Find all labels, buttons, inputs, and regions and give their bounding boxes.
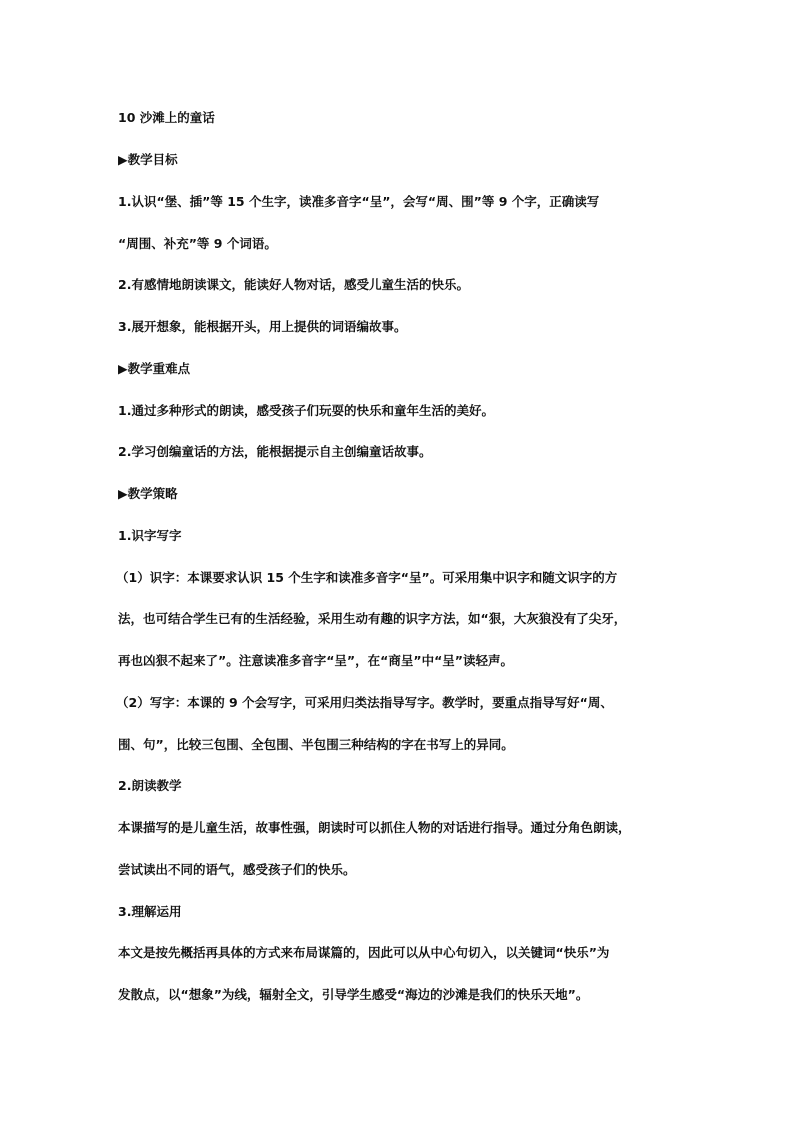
objective-2: 2.有感情地朗读课文，能读好人物对话，感受儿童生活的快乐。 [118,277,469,292]
section-heading-strategies: ▶教学策略 [118,486,178,501]
application-paragraph-line-2: 发散点，以“想象”为线，辐射全文，引导学生感受“海边的沙滩是我们的快乐天地”。 [118,987,589,1002]
key-point-2: 2.学习创编童话的方法，能根据提示自主创编童话故事。 [118,444,432,459]
application-paragraph-line-1: 本文是按先概括再具体的方式来布局谋篇的，因此可以从中心句切入，以关键词“快乐”为 [118,945,610,960]
section-heading-key-points: ▶教学重难点 [118,361,191,376]
key-point-1: 1.通过多种形式的朗读，感受孩子们玩耍的快乐和童年生活的美好。 [118,403,494,418]
section-heading-objectives: ▶教学目标 [118,152,178,167]
reading-paragraph-line-2: 尝试读出不同的语气，感受孩子们的快乐。 [118,862,356,877]
writing-paragraph-line-2: 围、句”，比较三包围、全包围、半包围三种结构的字在书写上的异同。 [118,737,514,752]
strategy-heading-reading: 2.朗读教学 [118,778,182,793]
objective-3: 3.展开想象，能根据开头，用上提供的词语编故事。 [118,319,407,334]
literacy-paragraph-line-1: （1）识字：本课要求认识 15 个生字和读准多音字“呈”。可采用集中识字和随文识字的方 [116,570,618,585]
strategy-heading-application: 3.理解运用 [118,904,182,919]
strategy-heading-literacy: 1.识字写字 [118,528,182,543]
lesson-title: 10 沙滩上的童话 [118,110,215,125]
objective-1-line-1: 1.认识“堡、插”等 15 个生字，读准多音字“呈”，会写“周、围”等 9 个字，正确读写 [118,194,600,209]
reading-paragraph-line-1: 本课描写的是儿童生活，故事性强，朗读时可以抓住人物的对话进行指导。通过分角色朗读， [118,820,631,835]
objective-1-line-2: “周围、补充”等 9 个词语。 [118,236,277,251]
literacy-paragraph-line-2: 法，也可结合学生已有的生活经验，采用生动有趣的识字方法，如“狠，大灰狼没有了尖牙， [118,611,627,626]
literacy-paragraph-line-3: 再也凶狠不起来了”。注意读准多音字“呈”，在“商呈”中“呈”读轻声。 [118,653,514,668]
writing-paragraph-line-1: （2）写字：本课的 9 个会写字，可采用归类法指导写字。教学时，要重点指导写好“周、 [116,695,613,710]
